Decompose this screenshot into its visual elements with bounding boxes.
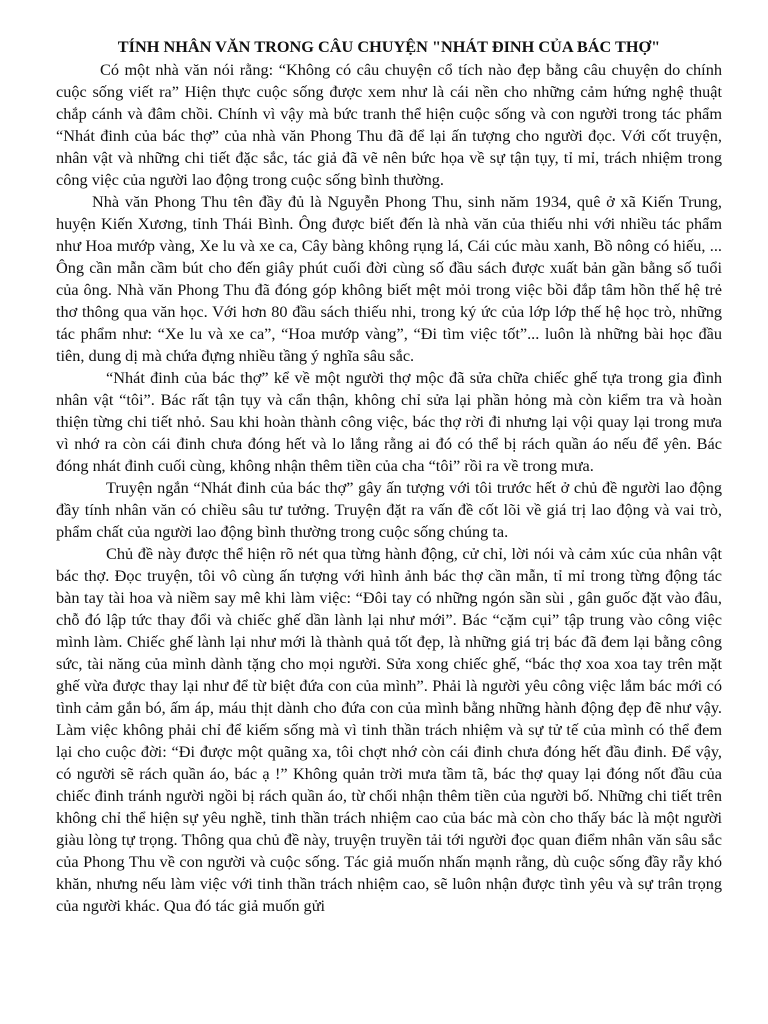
paragraph-intro: Có một nhà văn nói rằng: “Không có câu chuyện cổ tích nào đẹp bằng câu chuyện do chính cuộc sống viết ra” Hiện thực cuộc sống được xem như là cái nền cho những cảm hứng nghệ thuật chắp cánh và đâm chồi. Chính vì vậy mà bức tranh thể hiện cuộc sống và con người trong tác phẩm “Nhát đinh của bác thợ” của nhà văn Phong Thu đã để lại ấn tượng cho người đọc. Với cốt truyện, nhân vật và những chi tiết đặc sắc, tác giả đã vẽ nên bức họa về sự tận tụy, tỉ mỉ, trách nhiệm trong công việc của người lao động trong cuộc sống bình thường. bbox=[56, 60, 722, 189]
paragraph-analysis: Chủ đề này được thể hiện rõ nét qua từng hành động, cử chỉ, lời nói và cảm xúc của nhân vật bác thợ. Đọc truyện, tôi vô cùng ấn tượng với hình ảnh bác thợ cần mẫn, tỉ mỉ trong từng động tác bàn tay tài hoa và niềm say mê khi làm việc: “Đôi tay có những ngón sần sùi , gân guốc đặt vào đâu, chỗ đó lập tức thay đổi và chiếc ghế dần lành lại như mới”. Bác “cặm cụi” tập trung vào công việc mình làm. Chiếc ghế lành lại như mới là thành quả tốt đẹp, là những giá trị bác đã đem lại bằng công sức, tài năng của mình dành tặng cho mọi người. Sửa xong chiếc ghế, “bác thợ xoa xoa tay trên mặt ghế vừa được thay lại như để từ biệt đứa con của mình”. Phải là người yêu công việc lắm bác mới có tình cảm gắn bó, ấm áp, máu thịt dành cho đứa con của mình bằng những hành động đẹp đẽ như vậy. Làm việc không phải chỉ để kiếm sống mà vì tinh thần trách nhiệm và sự tử tế của mình có thể đem lại cho cuộc đời: “Đi được một quãng xa, tôi chợt nhớ còn cái đinh chưa đóng hết đầu đinh. Để vậy, có người sẽ rách quần áo, bác ạ !” Không quản trời mưa tầm tã, bác thợ quay lại đóng nốt đầu của chiếc đinh tránh người ngồi bị rách quần áo, từ chối nhận thêm tiền của người bố. Những chi tiết trên không chỉ thể hiện sự yêu nghề, tinh thần trách nhiệm cao của bác mà còn cho thấy bác là một người giàu lòng tự trọng. Thông qua chủ đề này, truyện truyền tải tới người đọc quan điểm nhân văn sâu sắc của Phong Thu về con người và cuộc sống. Tác giả muốn nhấn mạnh rằng, dù cuộc sống đầy rẫy khó khăn, nhưng nếu làm việc với tinh thần trách nhiệm cao, sẽ luôn nhận được tình yêu và sự trân trọng của người khác. Qua đó tác giả muốn gửi bbox=[56, 544, 722, 915]
paragraph-summary: “Nhát đinh của bác thợ” kể về một người thợ mộc đã sửa chữa chiếc ghế tựa trong gia đình nhân vật “tôi”. Bác rất tận tụy và cẩn thận, không chỉ sửa lại phần hỏng mà còn kiểm tra và hoàn thiện từng chi tiết nhỏ. Sau khi hoàn thành công việc, bác thợ rời đi nhưng lại vội quay lại trong mưa vì nhớ ra còn cái đinh chưa đóng hết và lo lắng rằng ai đó có thể bị rách quần áo nếu để yên. Bác đóng nhát đinh cuối cùng, không nhận thêm tiền của cha “tôi” rồi ra về trong mưa. bbox=[56, 368, 722, 475]
paragraph-author: Nhà văn Phong Thu tên đầy đủ là Nguyễn Phong Thu, sinh năm 1934, quê ở xã Kiến Trung, huyện Kiến Xương, tỉnh Thái Bình. Ông được biết đến là nhà văn của thiếu nhi với nhiều tác phẩm như Hoa mướp vàng, Xe lu và xe ca, Cây bàng không rụng lá, Cái cúc màu xanh, Bồ nông có hiếu, ... Ông cần mẫn cầm bút cho đến giây phút cuối đời cùng số đầu sách được xuất bản gần bằng số tuổi của ông. Nhà văn Phong Thu đã đóng góp không biết mệt mỏi trong việc bồi đắp tâm hồn thế hệ trẻ thơ thông qua văn học. Với hơn 80 đầu sách thiếu nhi, trong ký ức của lớp lớp thế hệ học trò, những tác phẩm như: “Xe lu và xe ca”, “Hoa mướp vàng”, “Đi tìm việc tốt”... luôn là những bài học đầu tiên, dung dị mà chứa đựng nhiều tầng ý nghĩa sâu sắc. bbox=[56, 192, 722, 365]
document-title: TÍNH NHÂN VĂN TRONG CÂU CHUYỆN "NHÁT ĐINH CỦA BÁC THỢ" bbox=[117, 37, 661, 56]
paragraph-theme: Truyện ngắn “Nhát đinh của bác thợ” gây ấn tượng với tôi trước hết ở chủ đề người lao động đầy tính nhân văn có chiều sâu tư tưởng. Truyện đặt ra vấn đề cốt lõi về giá trị lao động và vai trò, phẩm chất của người lao động bình thường trong cuộc sống chúng ta. bbox=[56, 478, 722, 541]
